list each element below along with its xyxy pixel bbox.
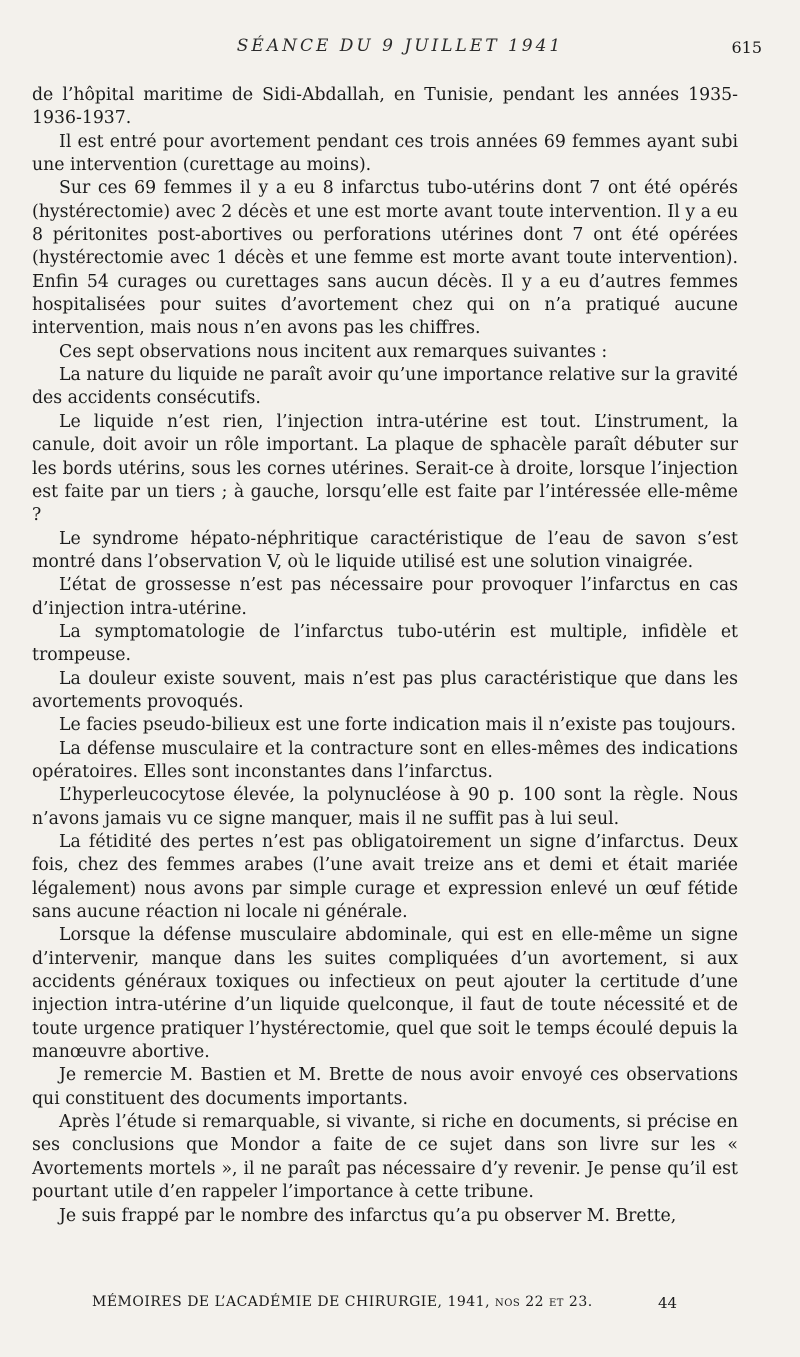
paragraph: Je remercie M. Bastien et M. Brette de nous avoir envoyé ces observations qui constituent des documents importants. [32,1065,738,1109]
page-number: 615 [731,38,762,57]
paragraph: Le facies pseudo-bilieux est une forte indication mais il n’existe pas toujours. [59,715,736,736]
paragraph: de l’hôpital maritime de Sidi-Abdallah, en Tunisie, pendant les années 1935-1936-1937. [32,85,738,129]
paragraph: La symptomatologie de l’infarctus tubo-utérin est multiple, infidèle et trompeuse. [32,621,738,666]
paragraph: La douleur existe souvent, mais n’est pas plus caractéristique que dans les avortements provoqués. [32,668,738,712]
footer-citation: MÉMOIRES DE L’ACADÉMIE DE CHIRURGIE, 1941, nos 22 et 23. [92,1294,593,1310]
paragraph: Lorsque la défense musculaire abdominale, qui est en elle-même un signe d’intervenir, manque dans les suites compliquées d’un avortement, si aux accidents généraux toxiques ou infectieux on peut ajouter la certitude d’une injection intra-utérine d’un liquide quelconque, il faut de toute nécessité et de toute urgence pratiquer l’hystérectomie, quel que soit le temps écoulé depuis la manœuvre abortive. [32,925,738,1063]
paragraph: L’hyperleucocytose élevée, la polynucléose à 90 p. 100 sont la règle. Nous n’avons jamais vu ce signe manquer, mais il ne suffit pas à lui seul. [32,785,738,829]
paragraph: La nature du liquide ne paraît avoir qu’une importance relative sur la gravité des accidents consécutifs. [32,365,739,409]
body-text [32,84,738,1228]
paragraph: Le liquide n’est rien, l’injection intra-utérine est tout. L’instrument, la canule, doit avoir un rôle important. La plaque de sphacèle paraît débuter sur les bords utérins, sous les cornes utérines. Serait-ce à droite, lorsque l’injection est faite par un tiers ; à gauche, lorsqu’elle est faite par l’intéressée elle-même ? [32,411,738,526]
running-header [0,36,800,66]
paragraph: Sur ces 69 femmes il y a eu 8 infarctus tubo-utérins dont 7 ont été opérés (hystérectomie) avec 2 décès et une est morte avant toute intervention. Il y a eu 8 péritonites post-abortives ou perforations utérines dont 7 ont été opérées (hystérectomie avec 1 décès et une femme est morte avant toute intervention). Enfin 54 curages ou curettages sans aucun décès. Il y a eu d’autres femmes hospitalisées pour suites d’avortement chez qui on n’a pratiqué aucune intervention, mais nous n’en avons pas les chiffres. [32,178,738,339]
running-title: SÉANCE DU 9 JUILLET 1941 [236,36,564,56]
paragraph: Je suis frappé par le nombre des infarctus qu’a pu observer M. Brette, [59,1205,677,1226]
paragraph: Ces sept observations nous incitent aux remarques suivantes : [59,341,608,362]
paragraph: L’état de grossesse n’est pas nécessaire pour provoquer l’infarctus en cas d’injection intra-utérine. [32,575,738,619]
page-footer [0,1294,800,1320]
signature-number: 44 [658,1294,678,1312]
paragraph: Le syndrome hépato-néphritique caractéristique de l’eau de savon s’est montré dans l’observation V, où le liquide utilisé est une solution vinaigrée. [32,528,738,572]
paragraph: Après l’étude si remarquable, si vivante, si riche en documents, si précise en ses conclusions que Mondor a faite de ce sujet dans son livre sur les « Avortements mortels », il ne paraît pas nécessaire d’y revenir. Je pense qu’il est pourtant utile d’en rappeler l’importance à cette tribune. [32,1112,738,1203]
paragraph: La fétidité des pertes n’est pas obligatoirement un signe d’infarctus. Deux fois, chez des femmes arabes (l’une avait treize ans et demi et était mariée légalement) nous avons par simple curage et expression enlevé un œuf fétide sans aucune réaction ni locale ni générale. [32,832,738,923]
paragraph: La défense musculaire et la contracture sont en elles-mêmes des indications opératoires. Elles sont inconstantes dans l’infarctus. [32,738,738,782]
paragraph: Il est entré pour avortement pendant ces trois années 69 femmes ayant subi une intervention (curettage au moins). [32,131,738,176]
